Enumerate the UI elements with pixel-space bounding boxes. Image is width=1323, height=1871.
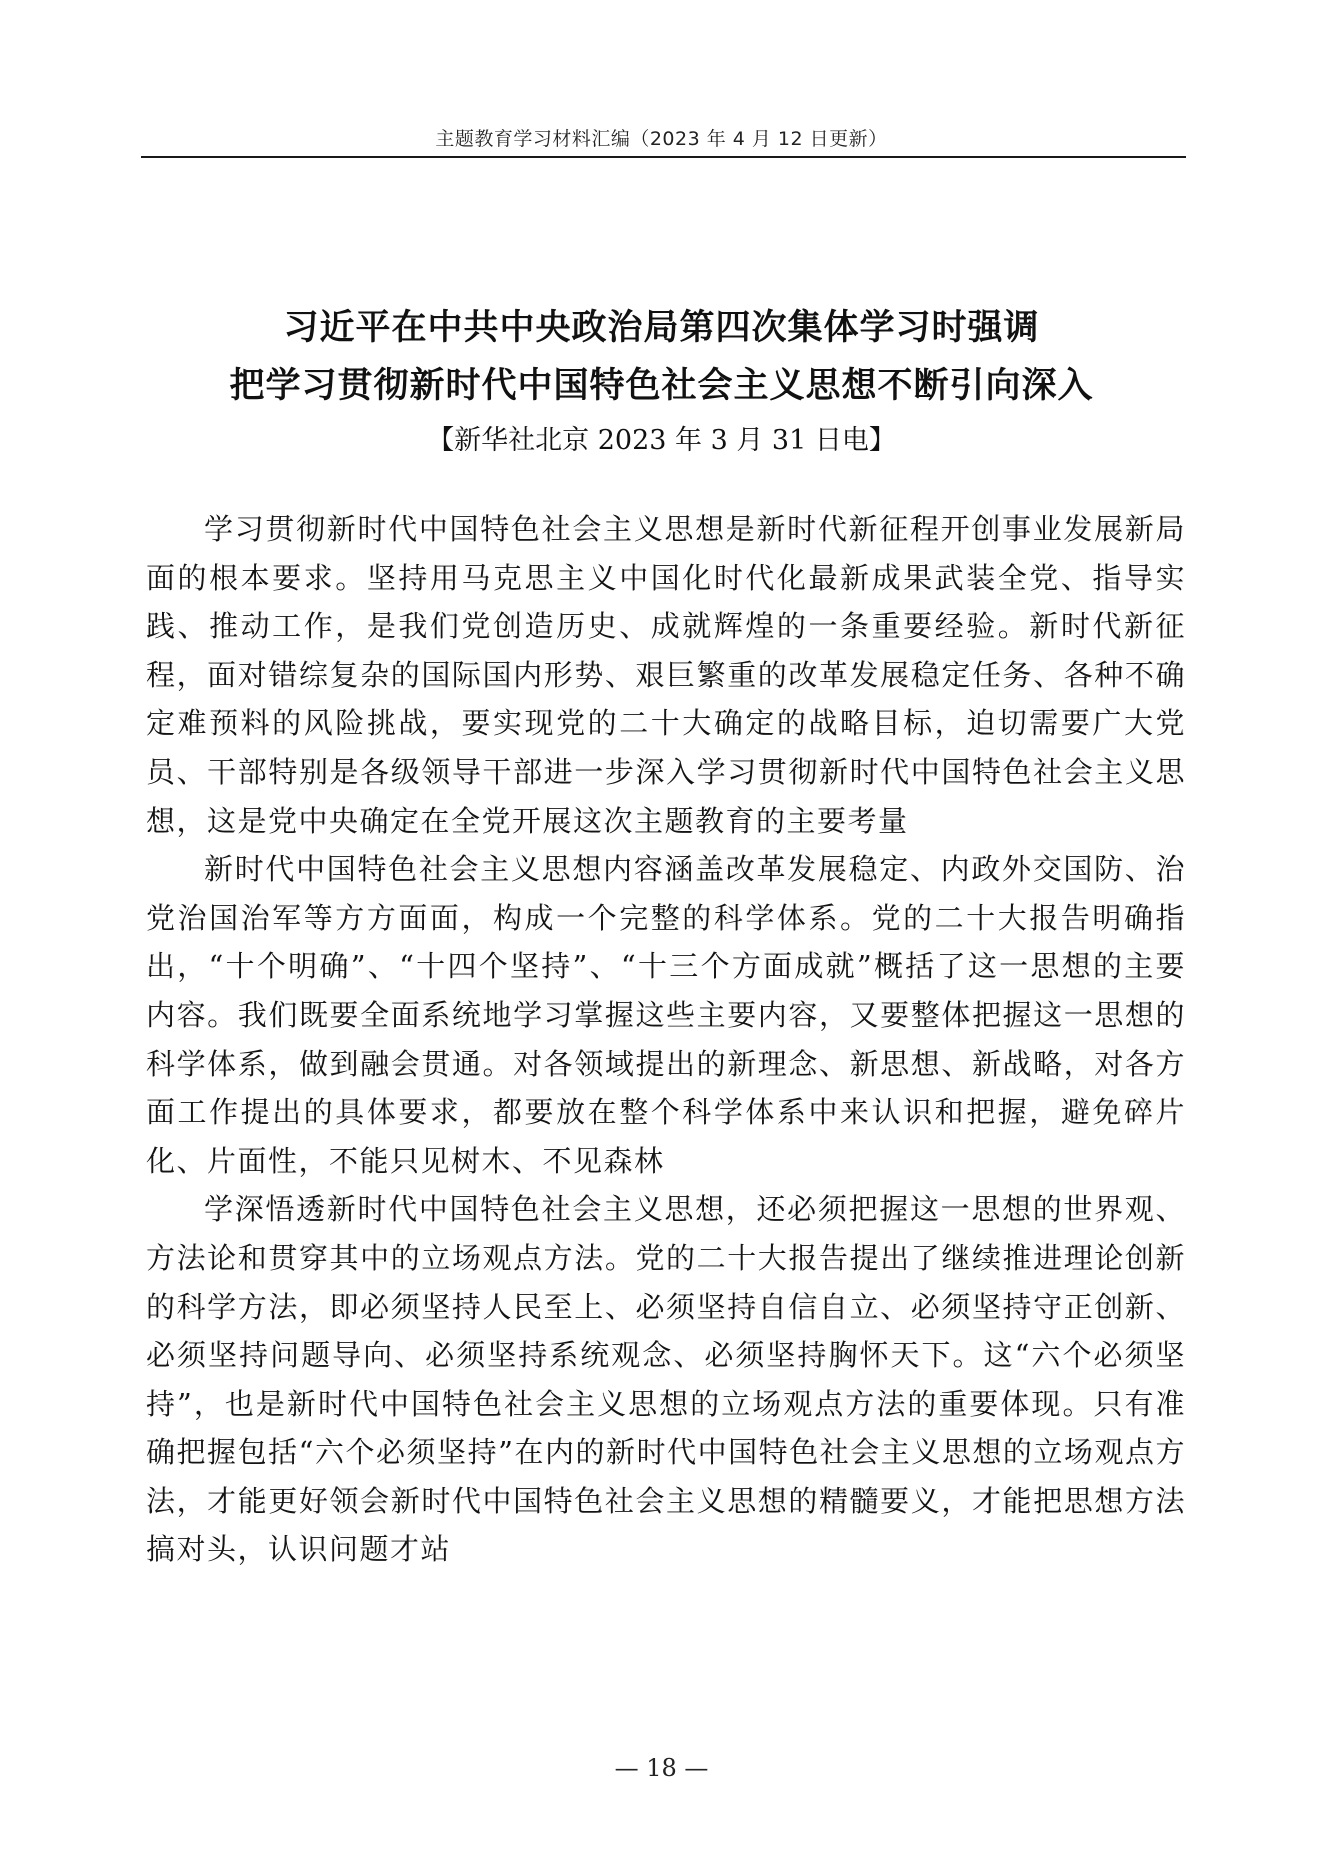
article-title-line-2: 把学习贯彻新时代中国特色社会主义思想不断引向深入 — [229, 366, 1094, 406]
body-paragraph-3: 学深悟透新时代中国特色社会主义思想，还必须把握这一思想的世界观、方法论和贯穿其中的立场观点方法。党的二十大报告提出了继续推进理论创新的科学方法，即必须坚持人民至上、必须坚持自信自立、必须坚持守正创新、必须坚持问题导向、必须坚持系统观念、必须坚持胸怀天下。这“六个必须坚持”，也是新时代中国特色社会主义思想的立场观点方法的重要体现。只有准确把握包括“六个必须坚持”在内的新时代中国特色社会主义思想的立场观点方法，才能更好领会新时代中国特色社会主义思想的精髓要义，才能把思想方法搞对头，认识问题才站 — [146, 1192, 1186, 1567]
body-paragraph-2: 新时代中国特色社会主义思想内容涵盖改革发展稳定、内政外交国防、治党治国治军等方方面面，构成一个完整的科学体系。党的二十大报告明确指出，“十个明确”、“十四个坚持”、“十三个方面成就”概括了这一思想的主要内容。我们既要全面系统地学习掌握这些主要内容，又要整体把握这一思想的科学体系，做到融会贯通。对各领域提出的新理念、新思想、新战略，对各方面工作提出的具体要求，都要放在整个科学体系中来认识和把握，避免碎片化、片面性，不能只见树木、不见森林 — [146, 852, 1186, 1178]
article-body — [146, 505, 1186, 1574]
page-number: — 18 — — [614, 1754, 709, 1782]
running-header: 主题教育学习材料汇编（2023 年 4 月 12 日更新） — [435, 128, 888, 150]
header-rule — [141, 156, 1186, 158]
body-paragraph-1: 学习贯彻新时代中国特色社会主义思想是新时代新征程开创事业发展新局面的根本要求。坚持用马克思主义中国化时代化最新成果武装全党、指导实践、推动工作，是我们党创造历史、成就辉煌的一条重要经验。新时代新征程，面对错综复杂的国际国内形势、艰巨繁重的改革发展稳定任务、各种不确定难预料的风险挑战，要实现党的二十大确定的战略目标，迫切需要广大党员、干部特别是各级领导干部进一步深入学习贯彻新时代中国特色社会主义思想，这是党中央确定在全党开展这次主题教育的主要考量 — [146, 512, 1186, 838]
article-title-line-1: 习近平在中共中央政治局第四次集体学习时强调 — [283, 308, 1040, 348]
article-dateline: 【新华社北京 2023 年 3 月 31 日电】 — [427, 425, 896, 456]
